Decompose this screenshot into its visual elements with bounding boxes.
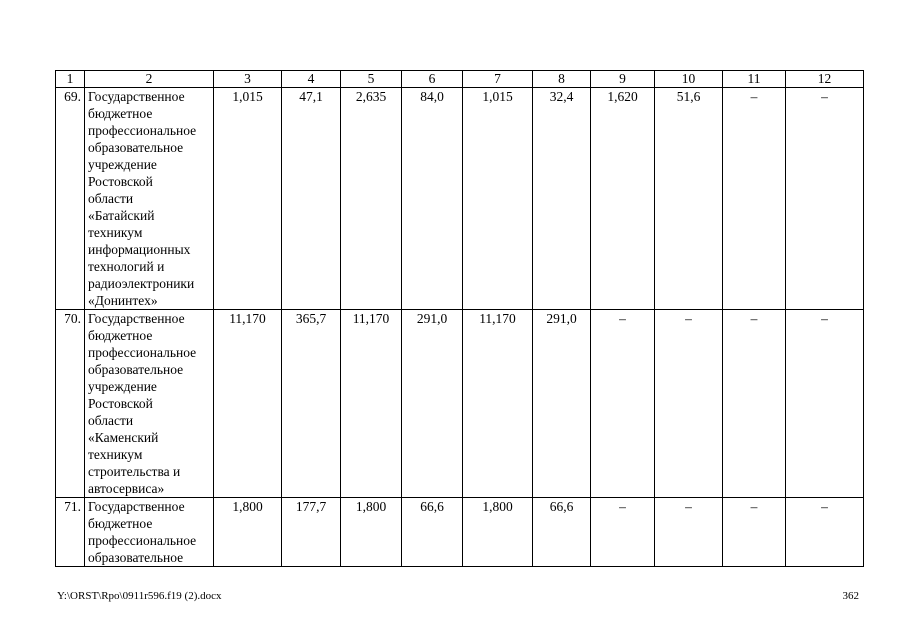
column-header: 3 — [214, 71, 282, 88]
row-number: 71. — [56, 498, 85, 567]
column-header: 9 — [591, 71, 655, 88]
column-header: 10 — [655, 71, 723, 88]
row-number: 69. — [56, 88, 85, 310]
column-header: 8 — [533, 71, 591, 88]
name-line: автосервиса» — [88, 481, 165, 496]
table-row — [56, 88, 864, 310]
name-line: «Донинтех» — [88, 293, 158, 308]
row-number: 70. — [56, 310, 85, 498]
name-line: Государственное — [88, 311, 185, 326]
name-line: Государственное — [88, 89, 185, 104]
name-line: образовательное — [88, 550, 184, 565]
name-line: бюджетное — [88, 516, 153, 531]
value-cell: 365,7 — [282, 310, 341, 498]
value-cell: 11,170 — [463, 310, 533, 498]
value-cell: 84,0 — [402, 88, 463, 310]
name-line: строительства и — [88, 464, 181, 479]
column-header: 1 — [56, 71, 85, 88]
value-cell: 47,1 — [282, 88, 341, 310]
page-number: 362 — [842, 590, 859, 602]
value-cell: – — [655, 498, 723, 567]
value-cell: – — [591, 498, 655, 567]
header-row — [56, 71, 864, 88]
value-cell: – — [786, 88, 864, 310]
value-cell: 2,635 — [341, 88, 402, 310]
name-line: области — [88, 413, 134, 428]
name-line: образовательное — [88, 362, 184, 377]
column-header: 11 — [723, 71, 786, 88]
value-cell: – — [723, 88, 786, 310]
name-line: техникум — [88, 447, 143, 462]
name-line: Государственное — [88, 499, 185, 514]
name-line: профессиональное — [88, 345, 197, 360]
name-line: «Каменский — [88, 430, 159, 445]
table-body — [56, 71, 864, 567]
value-cell: 1,015 — [463, 88, 533, 310]
column-header: 6 — [402, 71, 463, 88]
value-cell: – — [786, 498, 864, 567]
name-line: «Батайский — [88, 208, 155, 223]
value-cell: – — [591, 310, 655, 498]
name-line: информационных — [88, 242, 191, 257]
name-line: технологий и — [88, 259, 165, 274]
value-cell: 66,6 — [533, 498, 591, 567]
value-cell: – — [786, 310, 864, 498]
value-cell: 1,800 — [463, 498, 533, 567]
name-line: бюджетное — [88, 328, 153, 343]
value-cell: 1,620 — [591, 88, 655, 310]
value-cell: 51,6 — [655, 88, 723, 310]
value-cell: 291,0 — [533, 310, 591, 498]
column-header: 2 — [85, 71, 214, 88]
value-cell: 11,170 — [341, 310, 402, 498]
value-cell: 66,6 — [402, 498, 463, 567]
organization-name — [85, 498, 214, 567]
value-cell: 291,0 — [402, 310, 463, 498]
column-header: 5 — [341, 71, 402, 88]
value-cell: 177,7 — [282, 498, 341, 567]
name-line: Ростовской — [88, 396, 153, 411]
value-cell: 32,4 — [533, 88, 591, 310]
data-table — [55, 70, 864, 567]
column-header: 7 — [463, 71, 533, 88]
footer-file-path: Y:\ORST\Rpo\0911r596.f19 (2).docx — [57, 590, 222, 602]
table-row — [56, 498, 864, 567]
name-line: Ростовской — [88, 174, 153, 189]
value-cell: – — [655, 310, 723, 498]
value-cell: 1,800 — [341, 498, 402, 567]
value-cell: – — [723, 498, 786, 567]
column-header: 4 — [282, 71, 341, 88]
organization-name — [85, 310, 214, 498]
column-header: 12 — [786, 71, 864, 88]
value-cell: – — [723, 310, 786, 498]
name-line: учреждение — [88, 157, 157, 172]
value-cell: 1,800 — [214, 498, 282, 567]
organization-name — [85, 88, 214, 310]
name-line: техникум — [88, 225, 143, 240]
name-line: профессиональное — [88, 123, 197, 138]
table-row — [56, 310, 864, 498]
name-line: бюджетное — [88, 106, 153, 121]
name-line: образовательное — [88, 140, 184, 155]
name-line: учреждение — [88, 379, 157, 394]
name-line: области — [88, 191, 134, 206]
name-line: радиоэлектроники — [88, 276, 195, 291]
value-cell: 11,170 — [214, 310, 282, 498]
name-line: профессиональное — [88, 533, 197, 548]
value-cell: 1,015 — [214, 88, 282, 310]
